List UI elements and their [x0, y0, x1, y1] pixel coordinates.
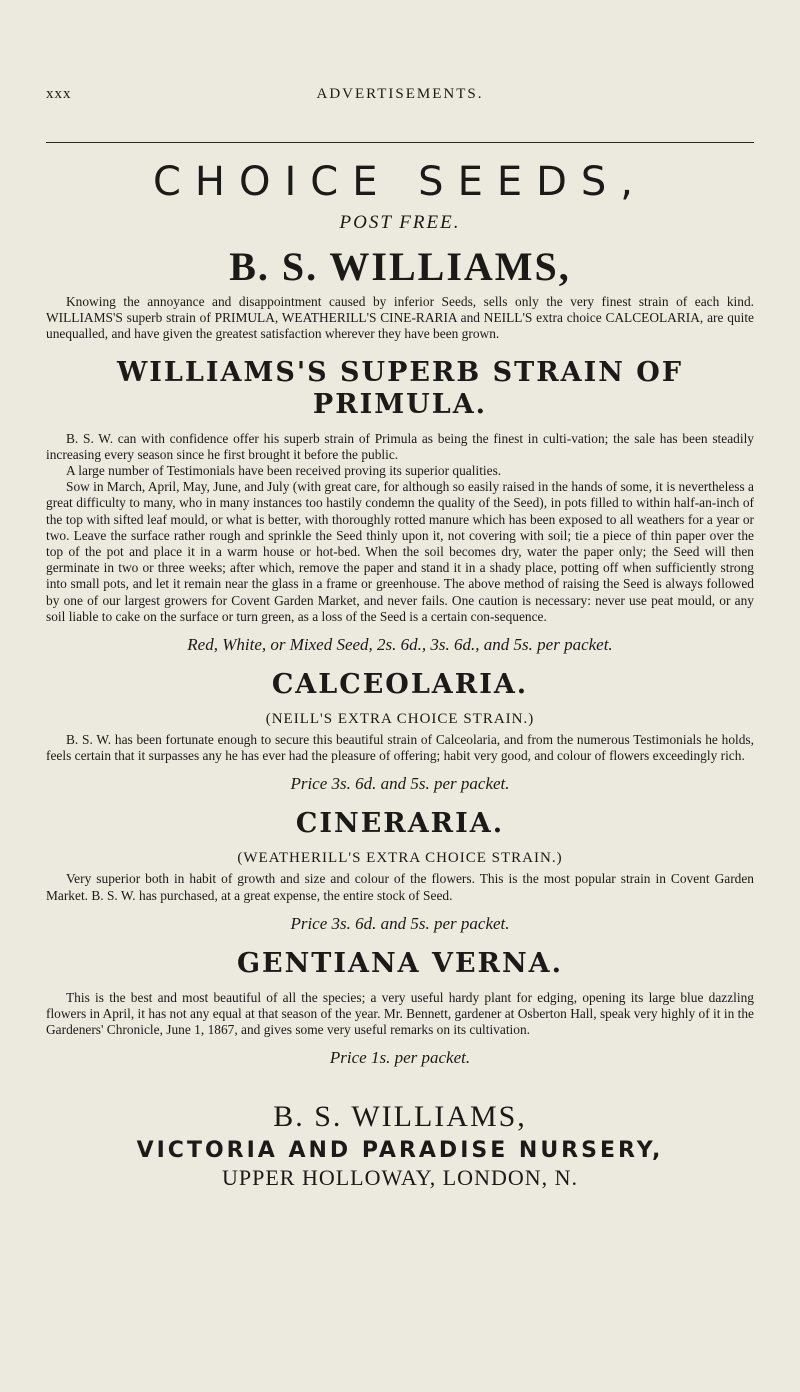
- calceolaria-price: Price 3s. 6d. and 5s. per packet.: [290, 774, 510, 794]
- primula-title: WILLIAMS'S SUPERB STRAIN OF PRIMULA.: [116, 356, 683, 420]
- running-head: [46, 86, 754, 108]
- primula-paragraph-1: B. S. W. can with confidence offer his superb strain of Primula as being the finest in culti-vation; the sale has been steadily increasing every season since he first brought it before the public.: [46, 430, 754, 462]
- advertiser-name: B. S. WILLIAMS,: [229, 244, 571, 289]
- intro-paragraph: Knowing the annoyance and disappointment caused by inferior Seeds, sells only the very finest strain of each kind. WILLIAMS'S superb strain of PRIMULA, WEATHERILL'S CINE-RARIA and NEILL'S extra choice CALCEOLARIA, are quite unequalled, and have given the greatest satisfaction wherever they have been grown.: [46, 294, 754, 342]
- gentiana-price: Price 1s. per packet.: [329, 1048, 471, 1068]
- header-rule: [46, 142, 754, 143]
- gentiana-body: This is the best and most beautiful of all the species; a very useful hardy plant for edging, opening its large blue dazzling flowers in April, it has not any equal at that season of the year. Mr. Bennett, gardener at Osberton Hall, speak very highly of it in the Gardeners' Chronicle, June 1, 1867, and gives some very useful remarks on its cultivation.: [46, 989, 754, 1038]
- page-number: xxx: [46, 86, 72, 102]
- calceolaria-title: CALCEOLARIA.: [271, 669, 529, 701]
- footer-address: UPPER HOLLOWAY, LONDON, N.: [221, 1165, 579, 1191]
- gentiana-title: GENTIANA VERNA.: [236, 947, 563, 979]
- cineraria-subtitle: (WEATHERILL'S EXTRA CHOICE STRAIN.): [237, 850, 563, 867]
- cineraria-title: CINERARIA.: [295, 808, 505, 840]
- section-title: ADVERTISEMENTS.: [316, 86, 484, 102]
- primula-paragraph-2: A large number of Testimonials have been received proving its superior qualities.: [66, 463, 502, 479]
- footer-name: B. S. WILLIAMS,: [273, 1100, 527, 1134]
- tagline: POST FREE.: [339, 212, 461, 233]
- footer-nursery: VICTORIA AND PARADISE NURSERY,: [136, 1138, 664, 1164]
- calceolaria-subtitle: (NEILL'S EXTRA CHOICE STRAIN.): [265, 711, 535, 728]
- cineraria-price: Price 3s. 6d. and 5s. per packet.: [290, 913, 510, 933]
- primula-price: Red, White, or Mixed Seed, 2s. 6d., 3s. 6d., and 5s. per packet.: [187, 635, 613, 655]
- primula-paragraph-3: Sow in March, April, May, June, and July (with great care, for although so easily raised in the hands of some, it is nevertheless a great difficulty to many, who in many instances too hastily condemn the quality of the Seed), in pots filled to within half-an-inch of the top with sifted leaf mould, or what is better, with thoroughly rotted manure which has been exposed to all weathers for a year or two. Leave the surface rather rough and sprinkle the Seed thinly upon it, not covering with soil; tie a piece of thin paper over the top of the pot and place it in a warm house or hot-bed. When the soil becomes dry, water the paper only; the Seed will then germinate in two or three weeks; after which, remove the paper and stand it in a shady place, potting off when sufficiently strong into small pots, and let it remain near the glass in a frame or greenhouse. The above method of raising the Seed is always followed by one of our largest growers for Covent Garden Market, and never fails. One caution is necessary: never use peat mould, or any soil liable to cake on the surface or turn green, as a loss of the Seed is a certain con-sequence.: [46, 479, 754, 624]
- content: [46, 160, 754, 1193]
- calceolaria-body: B. S. W. has been fortunate enough to secure this beautiful strain of Calceolaria, and from the numerous Testimonials he holds, feels certain that it surpasses any he has ever had the pleasure of offering; habit very good, and colour of flowers exceedingly rich.: [46, 732, 754, 764]
- cineraria-body: Very superior both in habit of growth and size and colour of the flowers. This is the most popular strain in Covent Garden Market. B. S. W. has purchased, at a great expense, the entire stock of Seed.: [46, 871, 754, 903]
- headline: CHOICE SEEDS,: [152, 159, 648, 205]
